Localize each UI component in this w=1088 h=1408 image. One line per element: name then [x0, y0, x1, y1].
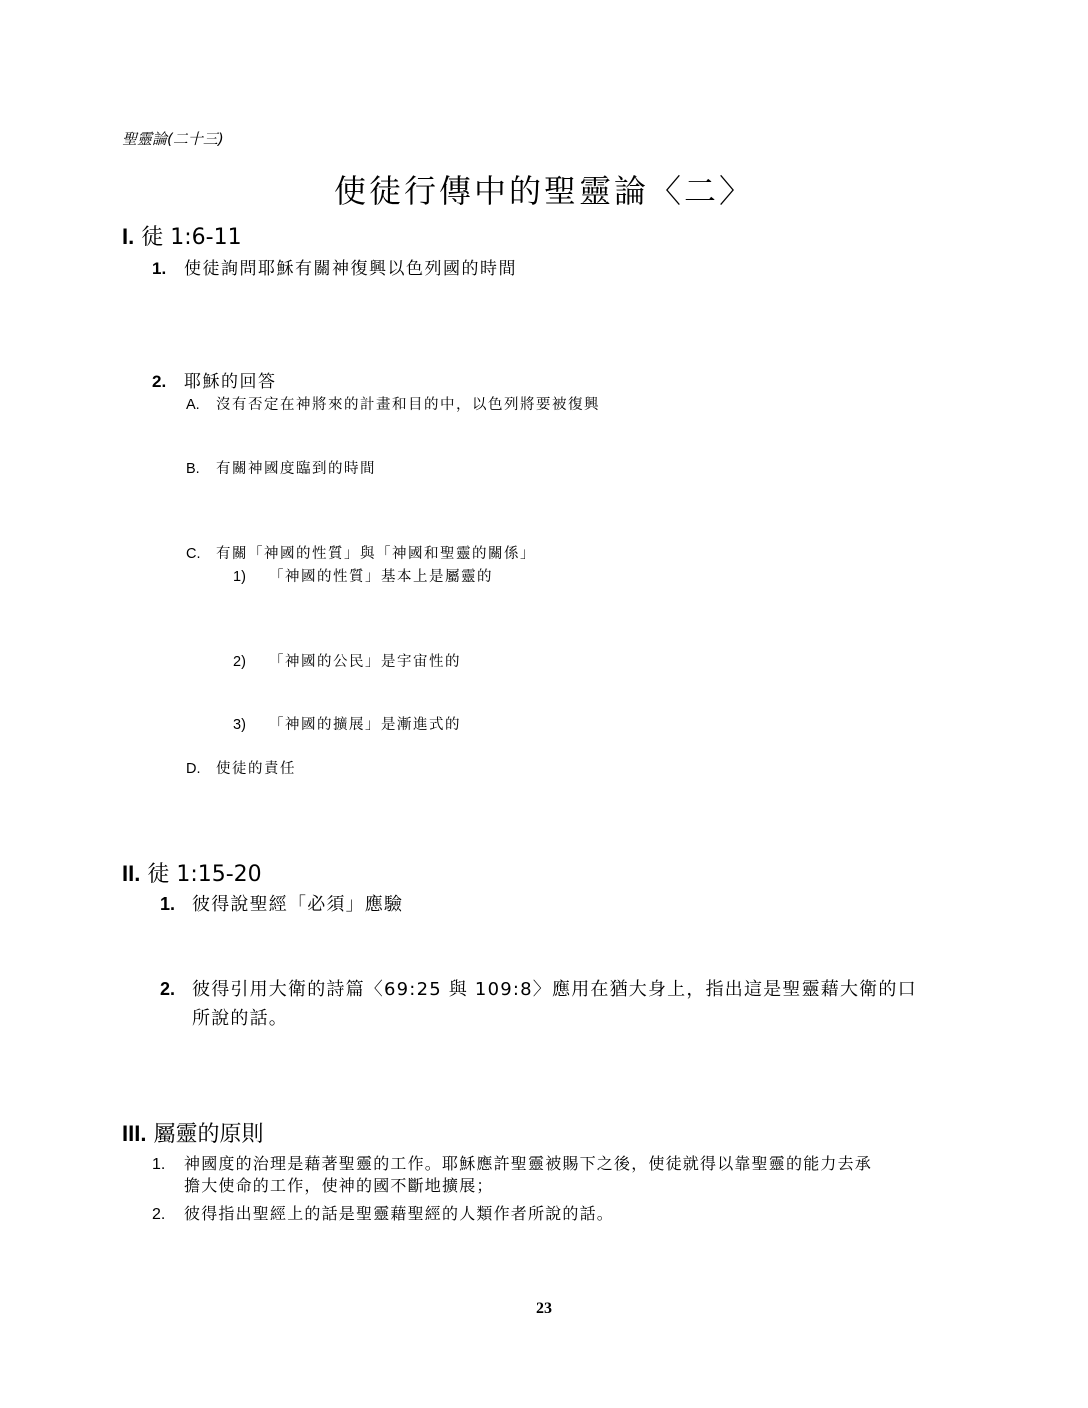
section-3-number: III.: [122, 1121, 147, 1146]
item-text: 使徒詢問耶穌有關神復興以色列國的時間: [184, 259, 517, 279]
point-letter: A.: [186, 397, 200, 413]
point-c-sub-2: [233, 650, 461, 671]
sub-number: 2): [233, 654, 246, 670]
section-2-title: 徒 1:15-20: [147, 862, 262, 887]
item-number: 1.: [152, 1156, 166, 1173]
item-number: 2.: [152, 372, 167, 391]
sub-text: 「神國的公民」是宇宙性的: [269, 654, 461, 670]
point-c-sub-3: [233, 713, 461, 734]
item-number: 2.: [152, 1206, 166, 1223]
item-number: 1.: [160, 894, 176, 914]
section-2-item-2-continued: 所說的話。: [192, 1008, 288, 1029]
section-3-item-1: [152, 1151, 872, 1174]
point-letter: B.: [186, 461, 200, 477]
section-3-item-1-continued: 擔大使命的工作，使神的國不斷地擴展；: [184, 1176, 494, 1195]
sub-text: 「神國的性質」基本上是屬靈的: [269, 569, 493, 585]
page-header: 聖靈論(二十三): [122, 130, 224, 148]
item-text: 彼得指出聖經上的話是聖靈藉聖經的人類作者所說的話。: [184, 1204, 615, 1223]
item-text: 耶穌的回答: [184, 372, 277, 392]
point-text: 沒有否定在神將來的計畫和目的中，以色列將要被復興: [216, 397, 600, 413]
point-c-sub-1: [233, 565, 493, 586]
sub-text: 「神國的擴展」是漸進式的: [269, 717, 461, 733]
sub-number: 3): [233, 717, 246, 733]
section-1-title: 徒 1:6-11: [141, 225, 242, 250]
item-text: 彼得說聖經「必須」應驗: [192, 894, 404, 915]
item-number: 2.: [160, 979, 176, 999]
section-1-number: I.: [122, 224, 135, 249]
page-number: 23: [536, 1300, 552, 1317]
item-text: 彼得引用大衛的詩篇〈69:25 與 109:8〉應用在猶大身上，指出這是聖靈藉大衛的口: [192, 979, 917, 1000]
section-3-heading: [122, 1117, 263, 1148]
point-letter: D.: [186, 761, 201, 777]
point-d: [186, 757, 296, 778]
point-letter: C.: [186, 546, 201, 562]
point-a: [186, 393, 600, 414]
page-title: 使徒行傳中的聖靈論〈二〉: [333, 172, 754, 210]
section-1-item-1: [152, 254, 517, 279]
section-2-item-2: [160, 975, 917, 1001]
section-1-item-2: [152, 367, 277, 392]
section-2-item-1: [160, 890, 403, 916]
sub-number: 1): [233, 569, 246, 585]
item-number: 1.: [152, 259, 167, 278]
section-3-item-2: [152, 1201, 614, 1224]
point-b: [186, 457, 376, 478]
section-2-heading: [122, 857, 262, 888]
section-3-title: 屬靈的原則: [153, 1122, 264, 1147]
section-1-heading: [122, 220, 242, 251]
point-text: 有關神國度臨到的時間: [216, 461, 376, 477]
point-c: [186, 542, 536, 563]
section-2-number: II.: [122, 861, 141, 886]
point-text: 有關「神國的性質」與「神國和聖靈的關係」: [216, 546, 536, 562]
point-text: 使徒的責任: [216, 761, 296, 777]
item-text: 神國度的治理是藉著聖靈的工作。耶穌應許聖靈被賜下之後，使徒就得以靠聖靈的能力去承: [184, 1154, 873, 1173]
